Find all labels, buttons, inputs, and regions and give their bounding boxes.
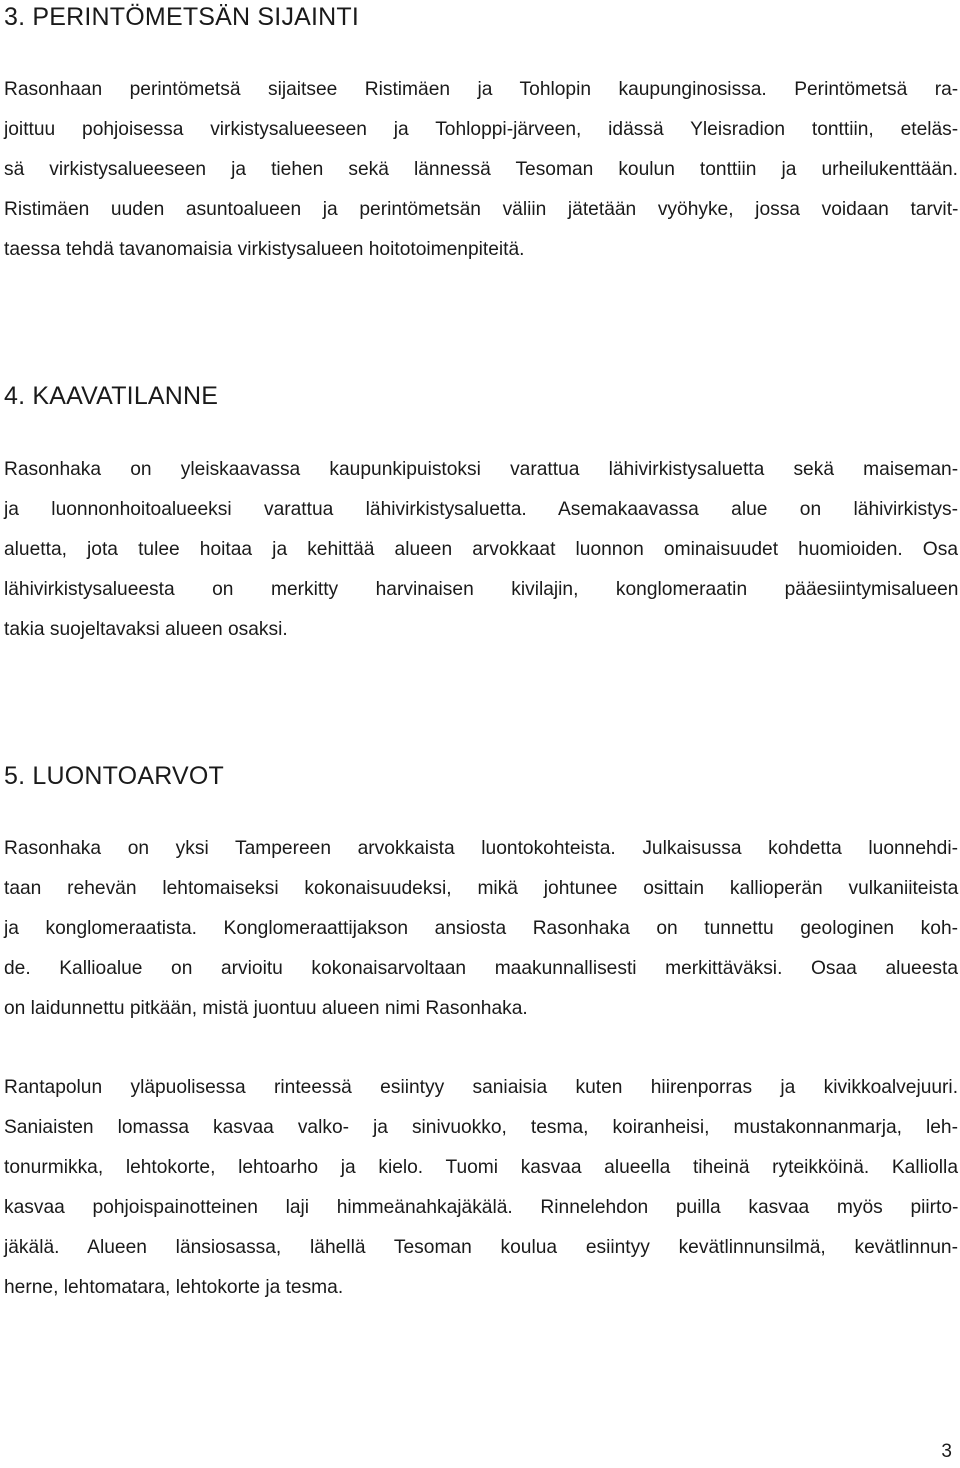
paragraph-sijainti bbox=[4, 70, 958, 270]
text-line: kasvaa pohjoispainotteinen laji himmeänahkajäkälä. Rinnelehdon puilla kasvaa myös piirto- bbox=[4, 1197, 959, 1218]
text-line: taan rehevän lehtomaiseksi kokonaisuudeksi, mikä johtunee osittain kallioperän vulkaniiteista bbox=[4, 878, 959, 899]
text-line: de. Kallioalue on arvioitu kokonaisarvoltaan maakunnallisesti merkittäväksi. Osaa alueesta bbox=[4, 958, 958, 979]
paragraph-luontoarvot-1 bbox=[4, 829, 958, 1029]
text-line: Ristimäen uuden asuntoalueen ja perintömetsän väliin jätetään vyöhyke, jossa voidaan tarvit- bbox=[4, 199, 959, 220]
text-line: ja konglomeraatista. Konglomeraattijakson ansiosta Rasonhaka on tunnettu geologinen koh- bbox=[4, 918, 958, 939]
text-line: Rasonhaan perintömetsä sijaitsee Ristimäen ja Tohlopin kaupunginosissa. Perintömetsä ra- bbox=[4, 79, 959, 100]
text-line: Rasonhaka on yleiskaavassa kaupunkipuistoksi varattua lähivirkistysaluetta sekä maiseman- bbox=[4, 459, 959, 480]
text-line: aluetta, jota tulee hoitaa ja kehittää alueen arvokkaat luonnon ominaisuudet huomioiden. Osa bbox=[4, 539, 958, 560]
section-heading-3: 3. PERINTÖMETSÄN SIJAINTI bbox=[4, 3, 360, 31]
page-number: 3 bbox=[941, 1441, 952, 1462]
text-line: lähivirkistysalueesta on merkitty harvinaisen kivilajin, konglomeraatin pääesiintymisalueen bbox=[4, 579, 959, 600]
text-line: sä virkistysalueeseen ja tiehen sekä lännessä Tesoman koulun tonttiin ja urheilukenttään. bbox=[4, 159, 958, 180]
text-line: ja luonnonhoitoalueeksi varattua lähivirkistysaluetta. Asemakaavassa alue on lähivirkistys- bbox=[4, 499, 958, 520]
text-line: Rasonhaka on yksi Tampereen arvokkaista luontokohteista. Julkaisussa kohdetta luonnehdi- bbox=[4, 838, 958, 859]
text-line: Rantapolun yläpuolisessa rinteessä esiintyy saniaisia kuten hiirenporras ja kivikkoalvejuuri. bbox=[4, 1077, 959, 1098]
section-heading-5: 5. LUONTOARVOT bbox=[4, 762, 224, 790]
text-line: Saniaisten lomassa kasvaa valko- ja sinivuokko, tesma, koiranheisi, mustakonnanmarja, leh- bbox=[4, 1117, 958, 1138]
text-line: on laidunnettu pitkään, mistä juontuu alueen nimi Rasonhaka. bbox=[4, 998, 528, 1019]
text-line: jäkälä. Alueen länsiosassa, lähellä Tesoman koulua esiintyy kevätlinnunsilmä, kevätlinnun- bbox=[4, 1237, 958, 1258]
text-line: joittuu pohjoisessa virkistysalueeseen ja Tohloppi-järveen, idässä Yleisradion tonttiin, eteläs- bbox=[4, 119, 959, 140]
text-line: taessa tehdä tavanomaisia virkistysalueen hoitotoimenpiteitä. bbox=[4, 239, 525, 260]
section-heading-4: 4. KAAVATILANNE bbox=[4, 382, 219, 410]
paragraph-luontoarvot-2 bbox=[4, 1068, 958, 1308]
text-line: takia suojeltavaksi alueen osaksi. bbox=[4, 619, 288, 640]
text-line: herne, lehtomatara, lehtokorte ja tesma. bbox=[4, 1277, 344, 1298]
text-line: tonurmikka, lehtokorte, lehtoarho ja kielo. Tuomi kasvaa alueella tiheinä ryteikköinä. Kalliolla bbox=[4, 1157, 958, 1178]
paragraph-kaavatilanne bbox=[4, 450, 958, 650]
